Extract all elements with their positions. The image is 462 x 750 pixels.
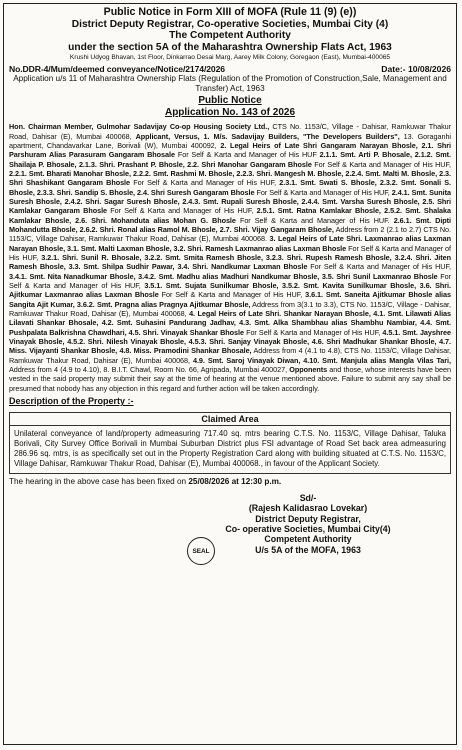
reference-number: No.DDR-4/Mum/deemed conveyance/Notice/2174/2026 xyxy=(9,64,225,74)
body-segment: For Self & Karta and Manager of His HUF xyxy=(174,150,320,160)
property-heading: Description of the Property :- xyxy=(9,396,134,407)
reference-row xyxy=(9,64,451,74)
body-bold-segment: 2.6.1. Smt. Dipti Mohandutta Bhosle, 2.6.2. Shri. Ronal alias Ramol M. Bhosle, 2.7. Shri. Vijay Gangaram Bhosle, xyxy=(9,215,452,234)
claimed-area-title: Claimed Area xyxy=(10,413,450,426)
signature-sd: Sd/- xyxy=(299,493,317,504)
claimed-area-box xyxy=(9,412,451,474)
body-bold-segment: 2.5.1. Smt. Ratna Kamlakar Bhosle, 2.5.2. Smt. Shalaka Kamlakar Bhosle, 2.6. Shri. Mohanduta alias Mohan G. Bhosle xyxy=(9,206,451,225)
act-subtitle: Application u/s 11 of Maharashtra Ownership Flats (Regulation of the Promotion of Construction,Sale, Management and Transfer) Act, 1963 xyxy=(13,74,447,93)
section-heading: under the section 5A of the Maharashtra Ownership Flats Act, 1963 xyxy=(68,41,392,53)
body-segment: For Self & Karta and Manager of His HUF, xyxy=(130,178,280,188)
signatory-designation-1: District Deputy Registrar, xyxy=(255,513,361,524)
signatory-designation-2: Co- operative Societies, Mumbai City(4) xyxy=(225,524,391,535)
body-segment: For Self & Karta and Manager of His HUF, xyxy=(9,243,451,262)
signatory-designation-4: U/s 5A of the MOFA, 1963 xyxy=(255,544,361,555)
hearing-line xyxy=(9,477,451,487)
reference-date: Date:- 10/08/2026 xyxy=(381,64,451,74)
notice-body xyxy=(9,122,451,393)
body-segment: For Self & Karta and Manager of His HUF, xyxy=(107,206,257,216)
body-segment: Address from 4 (4.9 to 4.10), 8. B.I.T. Chawl, Room No. 66, Agripada, Mumbai 400027, xyxy=(9,365,290,375)
application-number: Application No. 143 of 2026 xyxy=(164,107,296,119)
body-bold-segment: Opponents xyxy=(289,365,328,375)
body-bold-segment: 3.6.1. Smt. Saneita Ajitkumar Bhosle alias Sangita Ajit Kumar, 3.6.2. Smt. Pragna alias Pragnya Ajitkumar Bhosle, xyxy=(9,290,451,309)
body-segment: and those, whose interests have been vested in the said property may submit their say at the time of hearing at the venue mentioned above. Failure to submit any say shall be presumed that nobody has any objection in this regard and further action will be taken accordingly. xyxy=(9,365,451,393)
body-bold-segment: 2.3.1. Smt. Swati S. Bhosle, 2.3.2. Smt. Sonali S. Bhosle, 2.3.3. Shri. Sandip S. Bhosle, 2.4. Shri Suresh Gangaram Bhosle xyxy=(9,178,452,197)
seal-stamp xyxy=(187,537,215,565)
body-segment: Address from 2 (2.1 to 2.7) CTS No. 1153/C, Village Dahisar, Ramkuwar Thakur Road, Dahisar (E), Mumbai 400068. xyxy=(9,224,452,244)
body-bold-segment: 2.2.1. Smt. Bharati Manohar Bhosle, 2.2.2. Smt. Rashmi M. Bhosle, 2.2.3. Shri. Mangesh M. Bhosle, 2.2.4. Smt. Malti M. Bhosle, 2.3. Shri Shashikant Gangaram Bhosle xyxy=(9,168,451,188)
hearing-datetime: 25/08/2026 at 12:30 p.m. xyxy=(188,477,282,487)
body-segment: For Self & Karta and Manager of His HUF. xyxy=(235,215,394,225)
public-notice xyxy=(3,3,457,745)
body-bold-segment: 2.1.1. Smt. Arti P. Bhosale, 2.1.2. Smt. Shailaja P. Bhosale, 2.1.3. Shri. Prashant P. Bhosle, 2.2. Shri Manohar Gangaram Bhosle xyxy=(9,150,451,169)
hearing-prefix: The hearing in the above case has been fixed on xyxy=(9,477,189,487)
body-bold-segment: 2.4.1. Smt. Sunita Suresh Bhosle, 2.4.2. Shri. Sagar Suresh Bhosle, 2.4.3. Smt. Rupali Suresh Bhosle, 2.4.4. Smt. Varsha Suresh Bhosle, 2.5. Shri Kamlakar Gangaram Bhosle xyxy=(9,187,451,216)
body-bold-segment: 3.4.1. Smt. Nita Nanadkumar Bhosle, 3.4.2. Smt. Madhu alias Madhuri Nandkumar Bhosle, 3.5. Shri Sunil Laxmanrao Bhosle xyxy=(9,271,438,281)
registrar-heading: District Deputy Registrar, Co-operative Societies, Mumbai City (4) xyxy=(71,18,389,30)
body-bold-segment: 2. Legal Heirs of Late Shri Gangaram Narayan Bhosle, 2.1. Shri Parshuram Alias Parasuram Gangaram Bhosale xyxy=(9,140,451,160)
body-bold-segment: 4.9. Smt. Saroj Vinayak Diwan, 4.10. Smt. Manjula alias Mangla Vilas Tari, xyxy=(192,355,451,365)
signature-block xyxy=(9,487,451,585)
body-bold-segment: 3.5.1. Smt. Sujata Sunilkumar Bhosle, 3.5.2. Smt. Kavita Sunilkumar Bhosle, 3.6. Shri. Ajitkumar Laxmanrao alias Laxman Bhosle xyxy=(9,281,451,300)
signatory-name: (Rajesh Kalidasrao Lovekar) xyxy=(248,503,368,514)
signatory xyxy=(223,493,393,555)
office-address: Krushi Udyog Bhavan, 1st Floor, Dinkarrao Desai Marg, Aarey Milk Colony, Goregaon (East), Mumbai-400065 xyxy=(69,54,391,61)
body-segment: For Self & Karta and Manager of His HUF, xyxy=(307,262,451,272)
notice-title: Public Notice xyxy=(198,95,262,107)
body-segment: Address from 3(3.1 to 3.3), CTS No. 1153/C, Village - Dahisar, Ramkuwar Thakur Road, Dahisar (E), Mumbai 400068, xyxy=(9,299,451,319)
body-bold-segment: 4. Legal Heirs of Late Shri. Shankar Narayan Bhosle, 4.1. Smt. Lilawati Alias Lilavati Shankar Bhosale, 4.2. Smt. Suhasini Pandurang Jadhav, 4.3. Smt. Alka Shambhau alias Shambhu Nambiar, 4.4. Smt. Pushpalata Balkrishna Chawdhari, 4.5. Shri. Vinayak Shankar Bhosle xyxy=(9,309,452,337)
body-segment: CTS No. 1153/C, Village - Dahisar, Ramkuwar Thakur Road, Dahisar (E), Mumbai 400068, xyxy=(9,122,451,141)
body-bold-segment: Hon. Chairman Member, Gulmohar Sadavijay Co-op Housing Society Ltd., xyxy=(9,122,270,132)
body-segment: For Self & Karta and Manager of His HUF, xyxy=(158,290,306,300)
body-segment: For Self & Karta and Manager of His HUF, xyxy=(243,327,383,337)
claimed-area-text: Unilateral conveyance of land/property admeasuring 717.40 sq. mtrs bearing C.T.S. No. 1153/C, Village Dahisar, Taluka Borivali, City Survey Office Borivali in Mumbai Suburban District plus FSI advantage of Road Set back area admeasuring 286.96 sq. mtrs, is as specifically set out in the Property Registration Card along with building situated at C.T.S. No. 1153/C, Village Dahisar, Ramkuwar Thakur Road, Dahisar (E), Mumbai 400068., in favour of the Applicant Society. xyxy=(14,429,446,469)
body-bold-segment: 4.5.1. Smt. Jayshree Vinayak Bhosle, 4.5.2. Shri. Nilesh Vinayak Bhosle, 4.5.3. Shri. Sanjay Vinayak Bhosle, 4.6. Shri Madhukar Shankar Bhosle, 4.7. Miss. Vijayanti Shankar Bhosle, 4.8. Miss. Pramodini Shankar Bhosale, xyxy=(9,327,451,356)
seal-label: SEAL xyxy=(192,547,210,555)
body-bold-segment: 3.2.1. Shri. Sunil R. Bhosale, 3.2.2. Smt. Smita Ramesh Bhosle, 3.2.3. Shri. Rupesh Ramesh Bhosle, 3.2.4. Shri. Jiten Ramesh Bhosle, 3.3. Smt. Shilpa Sudhir Pawar, 3.4. Shri. Nandkumar Laxman Bhosle xyxy=(9,253,451,272)
body-segment: For Self & Karta and Manager of His HUF, xyxy=(9,271,451,291)
body-segment: 13. Goraganhi apartment, Chandavarkar Lane, Borivali (W), Mumbai 400092, xyxy=(9,131,451,150)
body-segment: For Self & Karta and Manager of His HUF, xyxy=(311,159,451,169)
body-segment: For Self & Karta and Manager of His HUF, xyxy=(254,187,392,197)
signatory-designation-3: Competent Authority xyxy=(264,534,352,545)
body-bold-segment: Applicant, Versus, 1. M/s. Sadavijay Builders, "The Developers Builders", xyxy=(135,131,400,141)
form-heading: Public Notice in Form XIII of MOFA (Rule 11 (9) (e)) xyxy=(103,6,357,18)
body-segment: Address from 4 (4.1 to 4.8), CTS No. 1153/C, Village Dahisar, Ramkuwar Thakur Road, Dahisar (E), Mumbai 400068, xyxy=(9,346,451,365)
body-bold-segment: 3. Legal Heirs of Late Shri. Laxmanrao alias Laxman Narayan Bhosle, 3.1. Smt. Malti Laxman Bhosle, 3.2. Shri. Ramesh Laxmanrao alias Laxman Bhosle xyxy=(9,234,451,253)
authority-heading: The Competent Authority xyxy=(169,30,291,41)
